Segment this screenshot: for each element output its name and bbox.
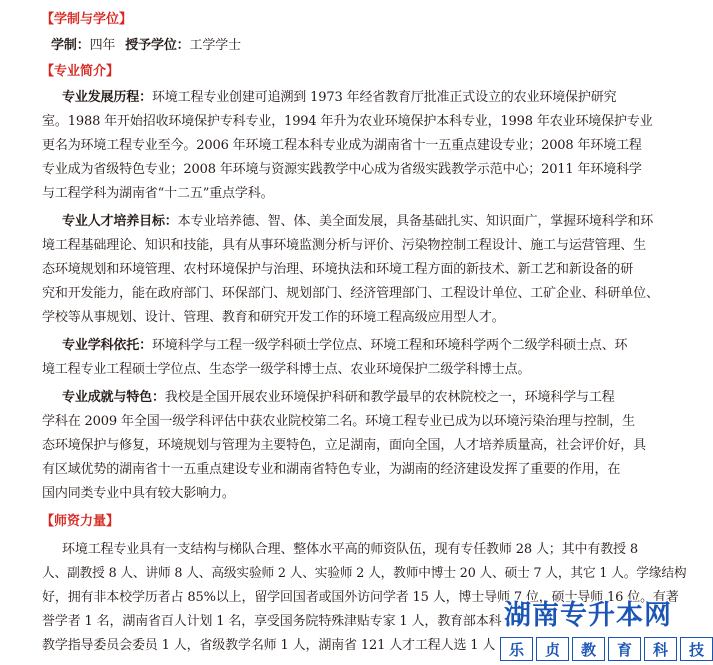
discipline-text-1: 环境科学与工程一级学科硕士学位点、环境工程和环境科学两个二级学科硕士点、环 bbox=[151, 338, 628, 353]
history-line-1 bbox=[62, 89, 616, 107]
watermark-char: 技 bbox=[680, 637, 713, 661]
degree-info-line bbox=[51, 37, 241, 55]
achievement-label: 专业成就与特色： bbox=[62, 390, 165, 405]
goal-line-4: 究和开发能力，能在政府部门、环保部门、规划部门、经济管理部门、工程设计单位、工矿企业、科研单位、 bbox=[42, 286, 659, 301]
intro-section-heading: 【专业简介】 bbox=[41, 64, 120, 79]
watermark-char: 教 bbox=[572, 637, 605, 661]
faculty-line-3: 好，拥有非本校学历者占 85%以上，留学回国者或国外访问学者 15 人，博士导师 7 位，硕士导师 16 位。有著 bbox=[42, 590, 679, 605]
watermark-char: 育 bbox=[608, 637, 641, 661]
goal-line-5: 学校等从事规划、设计、管理、教育和研究开发工作的环境工程高级应用型人才。 bbox=[42, 310, 505, 325]
watermark-char: 乐 bbox=[500, 637, 533, 661]
faculty-line-4: 誉学者 1 名，湖南省百人计划 1 名，享受国务院特殊津贴专家 1 人，教育部本科 bbox=[42, 614, 502, 629]
achievement-line-1 bbox=[62, 389, 615, 407]
history-text-1: 环境工程专业创建可追溯到 1973 年经省教育厅批准正式设立的农业环境保护研究 bbox=[151, 90, 617, 105]
history-line-3: 更名为环境工程专业至今。2006 年环境工程本科专业成为湖南省十一五重点建设专业；2008 年环境工程 bbox=[42, 138, 642, 153]
faculty-section-heading: 【师资力量】 bbox=[41, 514, 120, 529]
goal-line-3: 态环境规划和环境管理、农村环境保护与治理、环境执法和环境工程方面的新技术、新工艺和新设备的研 bbox=[42, 262, 634, 277]
goal-line-1 bbox=[62, 213, 653, 231]
watermark-char: 贞 bbox=[536, 637, 569, 661]
faculty-line-2: 人、副教授 8 人、讲师 8 人、高级实验师 2 人、实验师 2 人，教师中博士 20 人、硕士 7 人，其它 1 人。学缘结构 bbox=[42, 566, 687, 581]
duration-value: 四年 bbox=[89, 38, 116, 53]
goal-line-2: 境工程基础理论、知识和技能，具有从事环境监测分析与评价、污染物控制工程设计、施工与运营管理、生 bbox=[42, 238, 646, 253]
history-line-2: 室。1988 年开始招收环境保护专科专业，1994 年升为农业环境保护本科专业，1998 年农业环境保护专业 bbox=[42, 114, 653, 129]
goal-label: 专业人才培养目标： bbox=[62, 214, 178, 229]
faculty-line-5: 教学指导委员会委员 1 人，省级教学名师 1 人，湖南省 121 人才工程人选 1 人 bbox=[42, 638, 496, 653]
discipline-line-2: 境工程专业工程硕士学位点、生态学一级学科博士点、农业环境保护二级学科博士点。 bbox=[42, 362, 531, 377]
discipline-line-1 bbox=[62, 337, 627, 355]
degree-section-heading: 【学制与学位】 bbox=[41, 12, 133, 27]
watermark-title: 湖南专升本网 bbox=[504, 600, 672, 631]
degree-label: 授予学位： bbox=[125, 38, 190, 53]
watermark-char: 科 bbox=[644, 637, 677, 661]
history-line-4: 专业成为省级特色专业；2008 年环境与资源实践教学中心成为省级实践教学示范中心；2011 年环境科学 bbox=[42, 162, 642, 177]
achievement-line-2: 学科在 2009 年全国一级学科评估中获农业院校第二名。环境工程专业已成为以环境污染治理与控制，生 bbox=[42, 414, 635, 429]
achievement-line-3: 态环境保护与修复，环境规划与管理为主要特色，立足湖南，面向全国，人才培养质量高，社会评价好，具 bbox=[42, 438, 646, 453]
history-label: 专业发展历程： bbox=[62, 90, 152, 105]
watermark-subtitle bbox=[500, 637, 713, 661]
duration-label: 学制： bbox=[51, 38, 90, 53]
history-line-5: 与工程学科为湖南省“十二五”重点学科。 bbox=[42, 186, 274, 201]
goal-text-1: 本专业培养德、智、体、美全面发展，具备基础扎实、知识面广，掌握环境科学和环 bbox=[177, 214, 654, 229]
faculty-line-1: 环境工程专业具有一支结构与梯队合理、整体水平高的师资队伍，现有专任教师 28 人；其中有教授 8 bbox=[62, 542, 639, 557]
degree-value: 工学学士 bbox=[189, 38, 241, 53]
site-watermark-logo bbox=[496, 599, 704, 665]
achievement-text-1: 我校是全国开展农业环境保护科研和教学最早的农林院校之一，环境科学与工程 bbox=[164, 390, 615, 405]
achievement-line-4: 有区域优势的湖南省十一五重点建设专业和湖南省特色专业，为湖南的经济建设发挥了重要的作用，在 bbox=[42, 462, 621, 477]
achievement-line-5: 国内同类专业中具有较大影响力。 bbox=[42, 486, 235, 501]
discipline-label: 专业学科依托： bbox=[62, 338, 152, 353]
